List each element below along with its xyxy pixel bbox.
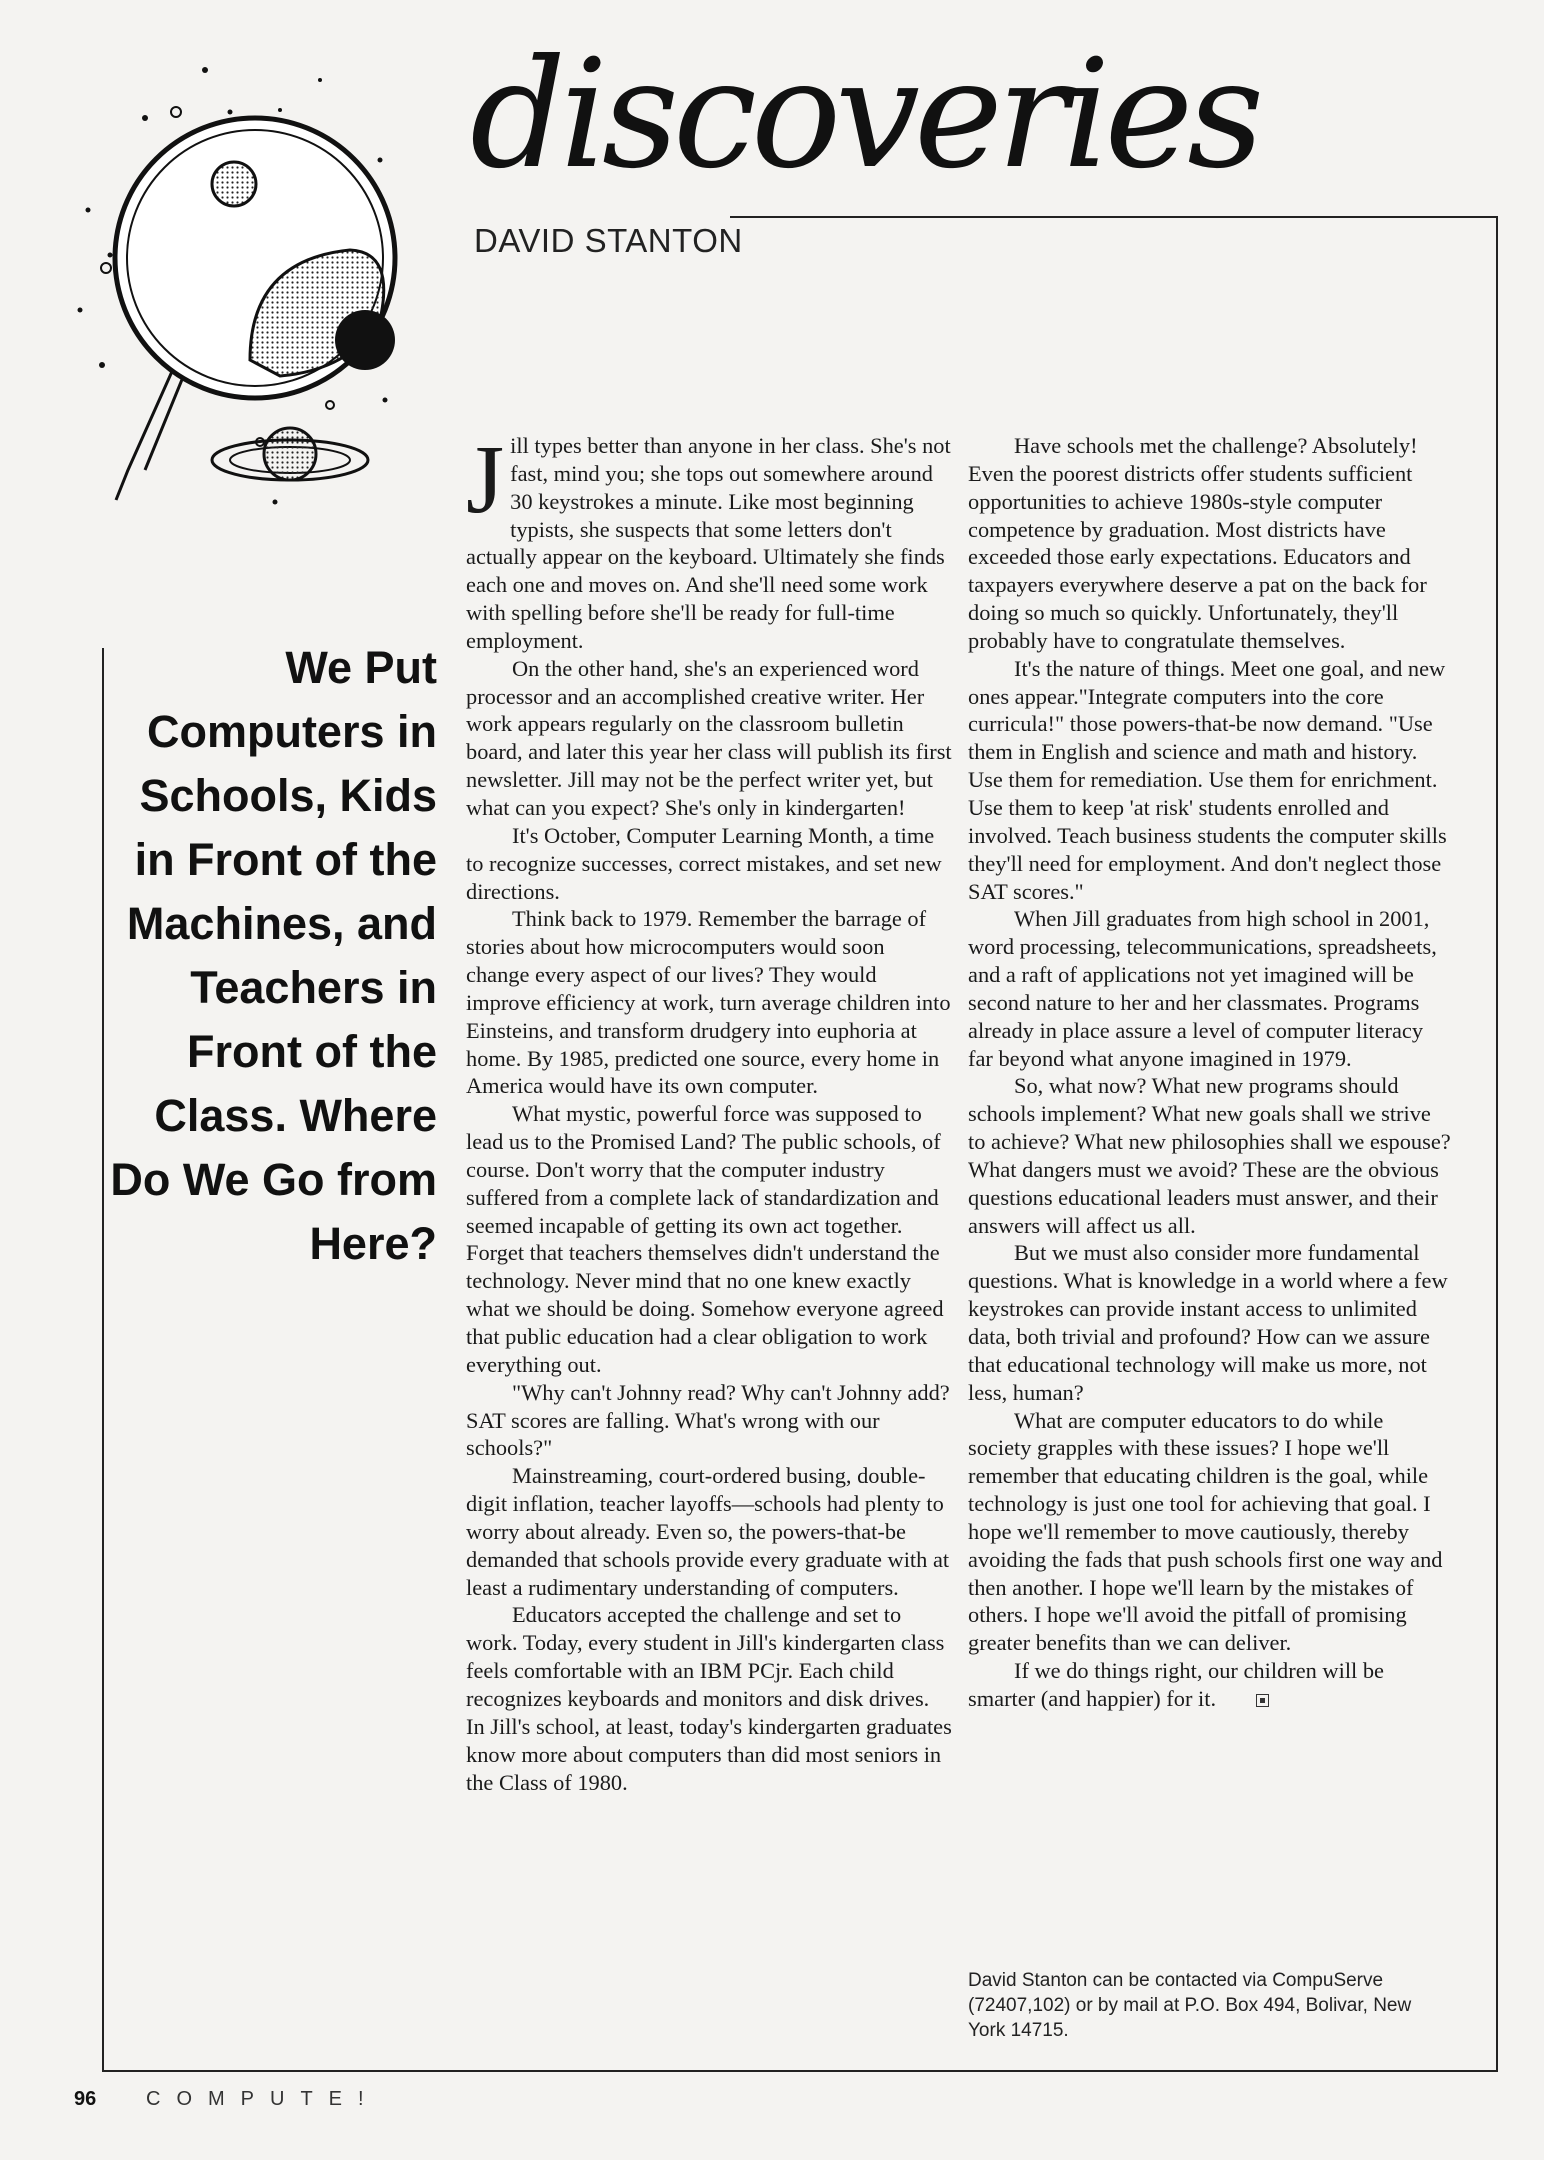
article-paragraph: It's the nature of things. Meet one goal, and new ones appear."Integrate computers into the core curricula!" those powers-that-be now demand. "Use them in English and science and math and history. Use them for remediation. Use them for enrichment. Use them to keep 'at risk' students enrolled and involved. Teach business students the computer skills they'll need for employment. And don't neglect those SAT scores."	[968, 655, 1447, 904]
article-paragraph: "Why can't Johnny read? Why can't Johnny add? SAT scores are falling. What's wrong with our schools?"	[466, 1379, 950, 1461]
frame-rule-bottom	[102, 2070, 1498, 2072]
article-headline: We Put Computers in Schools, Kids in Front of the Machines, and Teachers in Front of the Class. Where Do We Go from Here?	[110, 642, 437, 1269]
frame-rule-right	[1496, 216, 1498, 2072]
article-paragraph: It's October, Computer Learning Month, a time to recognize successes, correct mistakes, and set new directions.	[466, 822, 942, 904]
article-column-1	[466, 426, 952, 1796]
author-byline: DAVID STANTON	[474, 222, 743, 259]
magazine-name: COMPUTE!	[146, 2088, 380, 2110]
article-paragraph: Mainstreaming, court-ordered busing, double-digit inflation, teacher layoffs—schools had plenty to worry about already. Even so, the powers-that-be demanded that schools provide every graduate with at least a rudimentary understanding of computers.	[466, 1463, 950, 1600]
article-paragraph: Educators accepted the challenge and set to work. Today, every student in Jill's kindergarten class feels comfortable with an IBM PCjr. Each child recognizes keyboards and monitors and disk drives. In Jill's school, at least, today's kindergarten graduates know more about computers than did most seniors in the Class of 1980.	[466, 1602, 952, 1795]
article-paragraph: But we must also consider more fundamental questions. What is knowledge in a world where a few keystrokes can provide instant access to unlimited data, both trivial and profound? How can we assure that educational technology will make us more, not less, human?	[968, 1240, 1448, 1405]
page-number: 96	[74, 2088, 97, 2110]
article-paragraph: On the other hand, she's an experienced word processor and an accomplished creative writer. Her work appears regularly on the classroom bulletin board, and later this year her class will publish its first newsletter. Jill may not be the perfect writer yet, but what can you expect? She's only in kindergarten!	[466, 655, 952, 820]
article-paragraph: If we do things right, our children will be smarter (and happier) for it.	[968, 1658, 1384, 1711]
author-contact-note: David Stanton can be contacted via CompuServe (72407,102) or by mail at P.O. Box 494, Bolivar, New York 14715.	[968, 1970, 1412, 2041]
article-paragraph: Jill types better than anyone in her class. She's not fast, mind you; she tops out somewhere around 30 keystrokes a minute. Like most beginning typists, she suspects that some letters don't actually appear on the keyboard. Ultimately she finds each one and moves on. And she'll need some work with spelling before she'll be ready for full-time employment.	[466, 426, 951, 653]
article-paragraph: Think back to 1979. Remember the barrage of stories about how microcomputers would soon change every aspect of our lives? They would improve efficiency at work, turn average children into Einsteins, and transform drudgery into euphoria at home. By 1985, predicted one source, every home in America would have its own computer.	[466, 906, 951, 1099]
end-mark-icon	[1256, 1694, 1269, 1707]
article-paragraph: So, what now? What new programs should schools implement? What new goals shall we strive to achieve? What new philosophies shall we espouse? What dangers must we avoid? These are the obvious questions educational leaders must answer, and their answers will affect us all.	[968, 1073, 1451, 1238]
section-title: discoveries	[470, 28, 1259, 202]
article-column-2	[968, 432, 1452, 1713]
drop-cap: J	[466, 426, 505, 534]
article-paragraph: When Jill graduates from high school in 2001, word processing, telecommunications, spreadsheets, and a raft of applications not yet imagined will be second nature to her and her classmates. Programs already in place assure a level of computer literacy far beyond what anyone imagined in 1979.	[968, 906, 1437, 1071]
magnifying-glass-planets-illustration	[50, 40, 450, 520]
article-paragraph: What mystic, powerful force was supposed to lead us to the Promised Land? The public schools, of course. Don't worry that the computer industry suffered from a complete lack of standardization and seemed incapable of getting its own act together. Forget that teachers themselves didn't understand the technology. Never mind that no one knew exactly what we should be doing. Somehow everyone agreed that public education had a clear obligation to work everything out.	[466, 1101, 944, 1377]
article-paragraph: What are computer educators to do while society grapples with these issues? I hope we'll remember that educating children is the goal, while technology is just one tool for achieving that goal. I hope we'll remember to move cautiously, thereby avoiding the fads that push schools first one way and then another. I hope we'll learn by the mistakes of others. I hope we'll avoid the pitfall of promising greater benefits than we can deliver.	[968, 1407, 1443, 1656]
frame-rule-top	[730, 216, 1498, 218]
article-paragraph: Have schools met the challenge? Absolutely! Even the poorest districts offer students sufficient opportunities to achieve 1980s-style computer competence by graduation. Most districts have exceeded those early expectations. Educators and taxpayers everywhere deserve a pat on the back for doing so much so quickly. Unfortunately, they'll probably have to congratulate themselves.	[968, 433, 1427, 653]
frame-rule-left	[102, 648, 104, 2072]
